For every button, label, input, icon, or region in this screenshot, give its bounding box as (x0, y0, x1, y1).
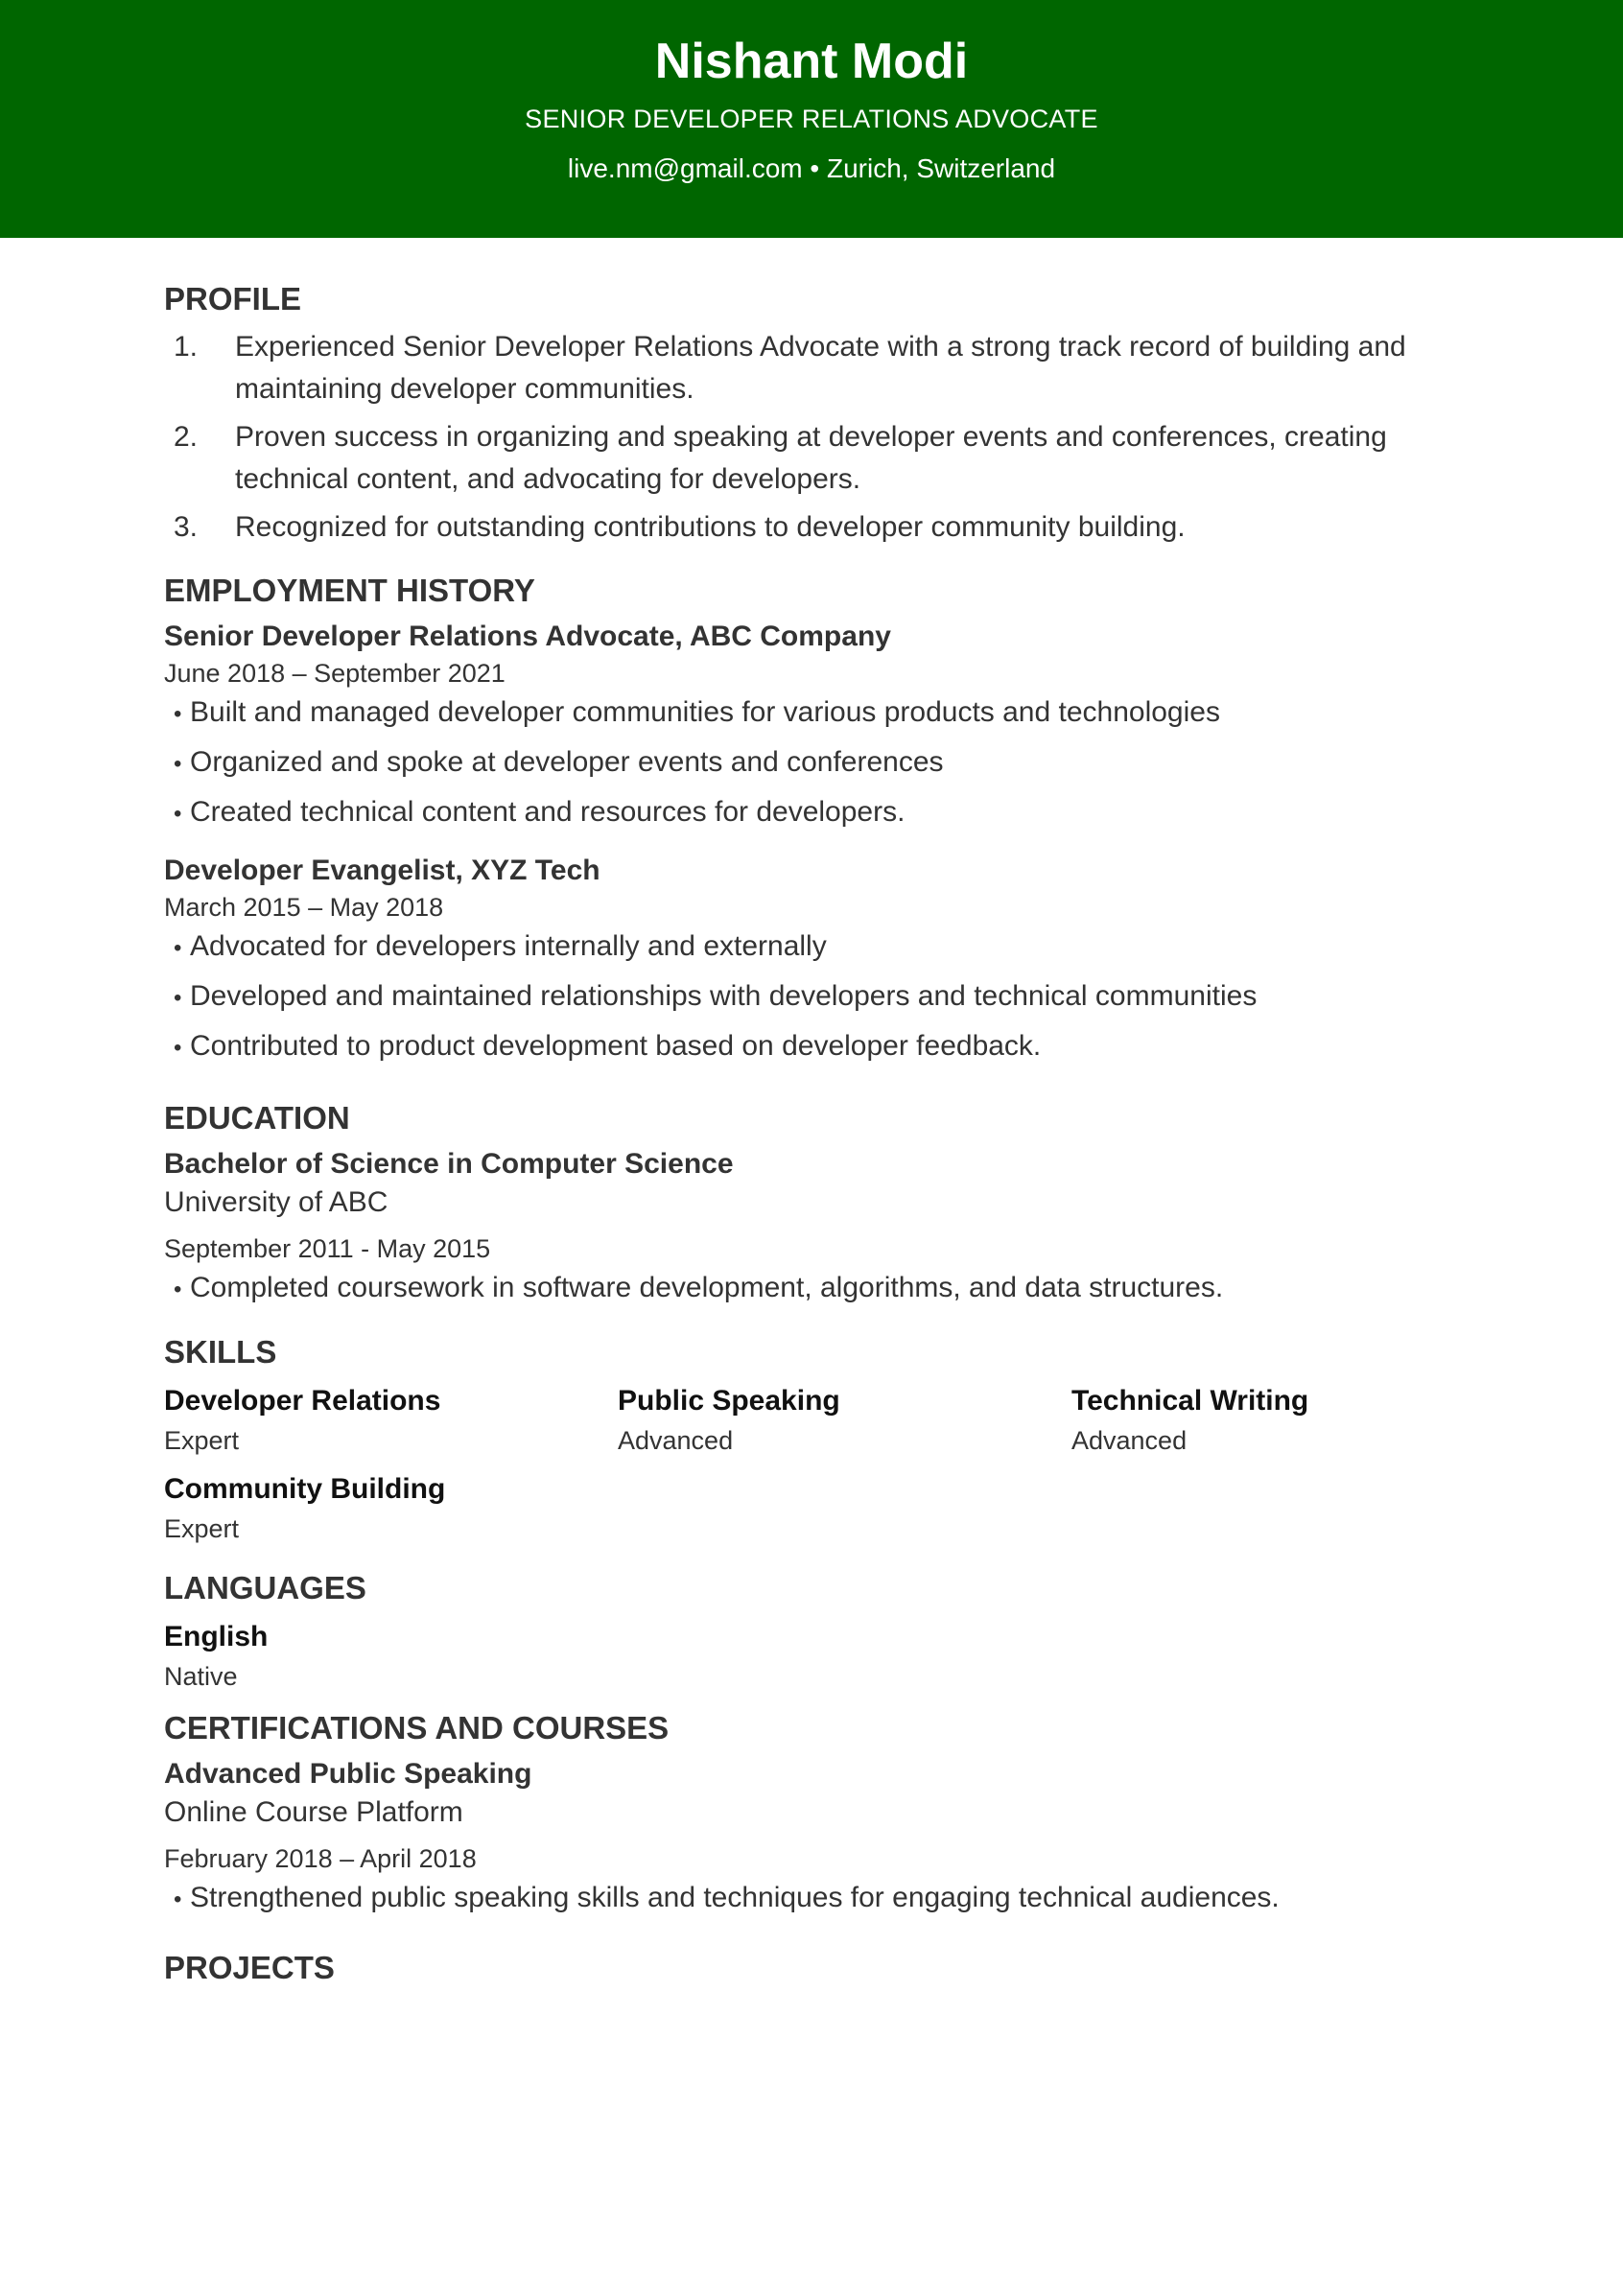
list-item (164, 326, 1460, 410)
list-number: 3. (174, 511, 199, 543)
job-entry (164, 852, 1460, 1068)
bullet-text: Contributed to product development based on developer feedback. (190, 1030, 1042, 1062)
list-item (164, 692, 1460, 735)
bullet-icon: • (174, 1886, 182, 1912)
job-entry (164, 618, 1460, 834)
bullet-text: Built and managed developer communities for various products and technologies (190, 696, 1220, 728)
resume-header (0, 0, 1623, 238)
profile-text: Recognized for outstanding contributions to developer community building. (235, 511, 1186, 543)
profile-text: Proven success in organizing and speaking at developer events and conferences, creating technical content, and advocating for developers. (235, 421, 1387, 495)
course-provider: Online Course Platform (164, 1796, 463, 1828)
language-item (164, 1617, 1460, 1696)
skill-name: Developer Relations (164, 1385, 441, 1417)
bullet-text: Completed coursework in software development, algorithms, and data structures. (190, 1272, 1224, 1303)
list-item (164, 1268, 1460, 1310)
job-dates: June 2018 – September 2021 (164, 659, 506, 688)
skill-name: Community Building (164, 1473, 446, 1505)
list-item (164, 416, 1460, 501)
bullet-icon: • (174, 985, 182, 1011)
skill-level: Advanced (618, 1426, 734, 1455)
list-item (164, 742, 1460, 785)
list-item (164, 1026, 1460, 1068)
section-title-employment: EMPLOYMENT HISTORY (164, 573, 535, 608)
skill-item (618, 1381, 1071, 1460)
education-entry (164, 1145, 1460, 1310)
bullet-icon: • (174, 1035, 182, 1061)
language-level: Native (164, 1662, 238, 1691)
list-item (164, 926, 1460, 969)
language-name: English (164, 1621, 269, 1652)
list-number: 1. (174, 331, 199, 363)
job-title: Developer Evangelist, XYZ Tech (164, 855, 600, 886)
list-item (164, 506, 1460, 549)
course-bullets (164, 1878, 1460, 1920)
job-bullets (164, 692, 1460, 834)
skill-name: Technical Writing (1071, 1385, 1309, 1417)
list-item (164, 976, 1460, 1019)
bullet-text: Advocated for developers internally and externally (190, 930, 827, 962)
job-bullets (164, 926, 1460, 1068)
contact-line: live.nm@gmail.com • Zurich, Switzerland (567, 153, 1056, 183)
bullet-icon: • (174, 701, 182, 727)
section-title-languages: LANGUAGES (164, 1570, 366, 1605)
skill-level: Advanced (1071, 1426, 1188, 1455)
candidate-title: SENIOR DEVELOPER RELATIONS ADVOCATE (525, 105, 1098, 133)
job-dates: March 2015 – May 2018 (164, 893, 444, 922)
degree: Bachelor of Science in Computer Science (164, 1148, 734, 1180)
skill-item (164, 1381, 618, 1460)
skill-name: Public Speaking (618, 1385, 840, 1417)
skill-item (1071, 1381, 1455, 1460)
bullet-text: Organized and spoke at developer events and conferences (190, 746, 944, 778)
skill-item (164, 1469, 618, 1548)
list-item (164, 792, 1460, 834)
certification-entry (164, 1755, 1460, 1920)
skill-level: Expert (164, 1514, 240, 1543)
skill-level: Expert (164, 1426, 240, 1455)
bullet-icon: • (174, 751, 182, 777)
candidate-name: Nishant Modi (654, 34, 969, 89)
bullet-text: Developed and maintained relationships with developers and technical communities (190, 980, 1258, 1012)
bullet-text: Strengthened public speaking skills and techniques for engaging technical audiences. (190, 1882, 1280, 1913)
profile-list (164, 326, 1460, 549)
list-item (164, 1878, 1460, 1920)
bullet-icon: • (174, 935, 182, 961)
job-title: Senior Developer Relations Advocate, ABC Company (164, 621, 891, 652)
bullet-text: Created technical content and resources for developers. (190, 796, 906, 828)
course-name: Advanced Public Speaking (164, 1758, 532, 1790)
resume-body (0, 238, 1623, 1989)
school: University of ABC (164, 1186, 388, 1218)
section-title-education: EDUCATION (164, 1100, 350, 1136)
bullet-icon: • (174, 801, 182, 827)
course-dates: February 2018 – April 2018 (164, 1844, 477, 1873)
education-dates: September 2011 - May 2015 (164, 1234, 491, 1263)
section-title-profile: PROFILE (164, 281, 302, 316)
skills-grid (164, 1381, 1460, 1558)
section-title-projects: PROJECTS (164, 1950, 335, 1985)
profile-text: Experienced Senior Developer Relations Advocate with a strong track record of building and maintaining developer communities. (235, 331, 1406, 405)
bullet-icon: • (174, 1277, 182, 1302)
education-bullets (164, 1268, 1460, 1310)
section-title-skills: SKILLS (164, 1334, 277, 1370)
section-title-certifications: CERTIFICATIONS AND COURSES (164, 1710, 670, 1745)
list-number: 2. (174, 421, 199, 453)
